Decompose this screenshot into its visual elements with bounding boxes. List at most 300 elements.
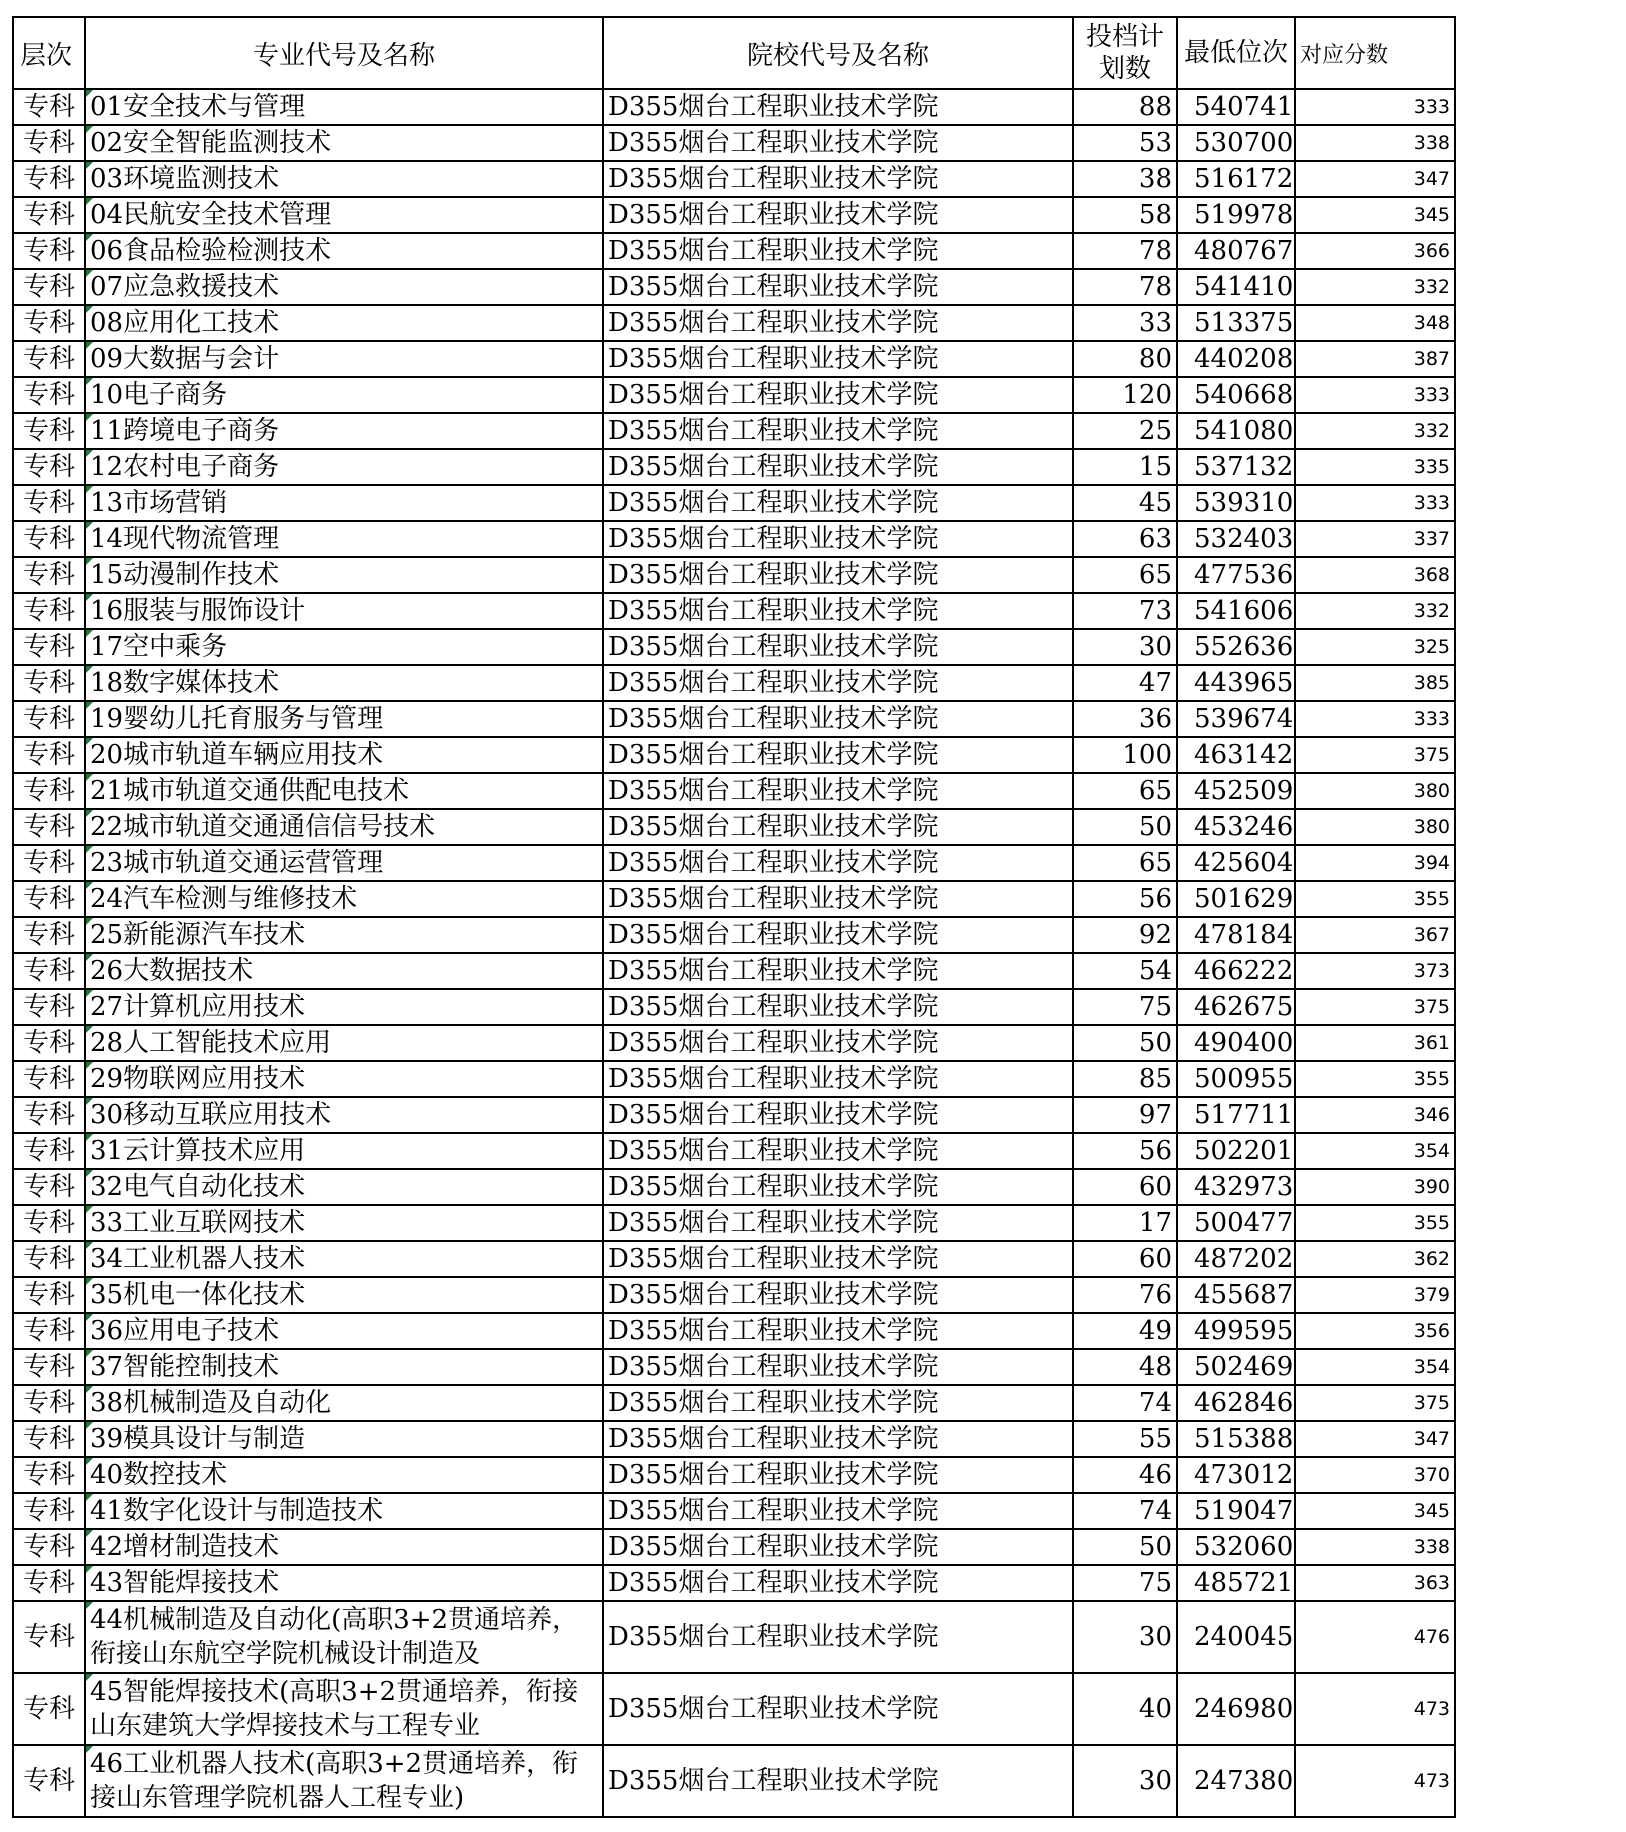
cell-major: 18数字媒体技术 [85,665,603,701]
cell-school: D355烟台工程职业技术学院 [603,629,1073,665]
cell-major: 27计算机应用技术 [85,989,603,1025]
cell-score: 345 [1295,1493,1455,1529]
cell-score: 337 [1295,521,1455,557]
cell-major: 40数控技术 [85,1457,603,1493]
cell-rank: 240045 [1177,1601,1295,1673]
cell-score: 366 [1295,233,1455,269]
cell-plan: 48 [1073,1349,1177,1385]
cell-rank: 541080 [1177,413,1295,449]
cell-major: 26大数据技术 [85,953,603,989]
cell-school: D355烟台工程职业技术学院 [603,1205,1073,1241]
header-score: 对应分数 [1295,17,1455,89]
cell-plan: 58 [1073,197,1177,233]
cell-school: D355烟台工程职业技术学院 [603,161,1073,197]
cell-score: 380 [1295,809,1455,845]
cell-school: D355烟台工程职业技术学院 [603,1745,1073,1817]
cell-plan: 47 [1073,665,1177,701]
cell-score: 348 [1295,305,1455,341]
cell-plan: 56 [1073,1133,1177,1169]
cell-level: 专科 [13,521,85,557]
table-row [13,1349,1455,1385]
cell-plan: 49 [1073,1313,1177,1349]
cell-level: 专科 [13,1025,85,1061]
cell-rank: 501629 [1177,881,1295,917]
cell-score: 370 [1295,1457,1455,1493]
cell-major: 02安全智能监测技术 [85,125,603,161]
cell-school: D355烟台工程职业技术学院 [603,1493,1073,1529]
table-row [13,989,1455,1025]
table-row [13,1745,1455,1817]
cell-rank: 440208 [1177,341,1295,377]
cell-rank: 490400 [1177,1025,1295,1061]
cell-plan: 46 [1073,1457,1177,1493]
table-row [13,953,1455,989]
cell-score: 390 [1295,1169,1455,1205]
cell-level: 专科 [13,665,85,701]
cell-level: 专科 [13,1601,85,1673]
table-row [13,1421,1455,1457]
cell-plan: 50 [1073,809,1177,845]
table-row [13,197,1455,233]
cell-major: 23城市轨道交通运营管理 [85,845,603,881]
cell-score: 361 [1295,1025,1455,1061]
cell-plan: 60 [1073,1169,1177,1205]
cell-plan: 85 [1073,1061,1177,1097]
table-row [13,701,1455,737]
cell-level: 专科 [13,1385,85,1421]
cell-rank: 462675 [1177,989,1295,1025]
cell-major: 21城市轨道交通供配电技术 [85,773,603,809]
cell-level: 专科 [13,773,85,809]
cell-level: 专科 [13,305,85,341]
cell-school: D355烟台工程职业技术学院 [603,1169,1073,1205]
table-row [13,1169,1455,1205]
cell-school: D355烟台工程职业技术学院 [603,701,1073,737]
cell-plan: 50 [1073,1529,1177,1565]
cell-score: 356 [1295,1313,1455,1349]
cell-plan: 56 [1073,881,1177,917]
cell-school: D355烟台工程职业技术学院 [603,89,1073,125]
cell-plan: 25 [1073,413,1177,449]
cell-plan: 15 [1073,449,1177,485]
cell-level: 专科 [13,845,85,881]
cell-level: 专科 [13,737,85,773]
cell-major: 19婴幼儿托育服务与管理 [85,701,603,737]
cell-major: 07应急救援技术 [85,269,603,305]
header-level: 层次 [13,17,85,89]
cell-plan: 30 [1073,1745,1177,1817]
table-row [13,1313,1455,1349]
table-row [13,1493,1455,1529]
cell-school: D355烟台工程职业技术学院 [603,233,1073,269]
cell-level: 专科 [13,1097,85,1133]
cell-plan: 36 [1073,701,1177,737]
cell-score: 473 [1295,1745,1455,1817]
cell-plan: 76 [1073,1277,1177,1313]
cell-school: D355烟台工程职业技术学院 [603,1349,1073,1385]
table-row [13,1457,1455,1493]
cell-major: 04民航安全技术管理 [85,197,603,233]
cell-rank: 500477 [1177,1205,1295,1241]
cell-school: D355烟台工程职业技术学院 [603,521,1073,557]
cell-score: 385 [1295,665,1455,701]
cell-major: 13市场营销 [85,485,603,521]
cell-rank: 425604 [1177,845,1295,881]
cell-score: 394 [1295,845,1455,881]
cell-level: 专科 [13,1457,85,1493]
cell-major: 24汽车检测与维修技术 [85,881,603,917]
cell-rank: 466222 [1177,953,1295,989]
cell-level: 专科 [13,1349,85,1385]
cell-school: D355烟台工程职业技术学院 [603,1601,1073,1673]
cell-score: 355 [1295,1061,1455,1097]
cell-rank: 502469 [1177,1349,1295,1385]
cell-score: 473 [1295,1673,1455,1745]
table-row [13,917,1455,953]
cell-major: 45智能焊接技术(高职3+2贯通培养，衔接山东建筑大学焊接技术与工程专业 [85,1673,603,1745]
cell-rank: 455687 [1177,1277,1295,1313]
cell-school: D355烟台工程职业技术学院 [603,845,1073,881]
table-row [13,89,1455,125]
cell-plan: 73 [1073,593,1177,629]
table-row [13,737,1455,773]
cell-level: 专科 [13,449,85,485]
table-row [13,521,1455,557]
cell-level: 专科 [13,377,85,413]
cell-school: D355烟台工程职业技术学院 [603,125,1073,161]
table-row [13,1565,1455,1601]
cell-level: 专科 [13,1169,85,1205]
cell-rank: 532403 [1177,521,1295,557]
cell-rank: 499595 [1177,1313,1295,1349]
cell-rank: 532060 [1177,1529,1295,1565]
cell-plan: 40 [1073,1673,1177,1745]
cell-major: 11跨境电子商务 [85,413,603,449]
cell-major: 17空中乘务 [85,629,603,665]
cell-school: D355烟台工程职业技术学院 [603,1457,1073,1493]
cell-plan: 100 [1073,737,1177,773]
cell-level: 专科 [13,1493,85,1529]
cell-level: 专科 [13,1241,85,1277]
cell-rank: 517711 [1177,1097,1295,1133]
cell-score: 332 [1295,593,1455,629]
cell-rank: 477536 [1177,557,1295,593]
cell-major: 34工业机器人技术 [85,1241,603,1277]
cell-level: 专科 [13,1313,85,1349]
table-row [13,1133,1455,1169]
cell-plan: 65 [1073,845,1177,881]
table-row [13,269,1455,305]
cell-rank: 519978 [1177,197,1295,233]
cell-school: D355烟台工程职业技术学院 [603,1061,1073,1097]
cell-plan: 80 [1073,341,1177,377]
cell-rank: 540741 [1177,89,1295,125]
cell-score: 347 [1295,1421,1455,1457]
cell-level: 专科 [13,629,85,665]
cell-plan: 74 [1073,1385,1177,1421]
table-row [13,377,1455,413]
cell-major: 38机械制造及自动化 [85,1385,603,1421]
cell-major: 29物联网应用技术 [85,1061,603,1097]
cell-score: 347 [1295,161,1455,197]
cell-school: D355烟台工程职业技术学院 [603,665,1073,701]
cell-school: D355烟台工程职业技术学院 [603,593,1073,629]
table-row [13,1061,1455,1097]
cell-school: D355烟台工程职业技术学院 [603,305,1073,341]
cell-plan: 65 [1073,773,1177,809]
cell-rank: 500955 [1177,1061,1295,1097]
cell-level: 专科 [13,917,85,953]
cell-level: 专科 [13,1133,85,1169]
cell-score: 333 [1295,485,1455,521]
cell-level: 专科 [13,161,85,197]
cell-major: 31云计算技术应用 [85,1133,603,1169]
cell-plan: 65 [1073,557,1177,593]
cell-level: 专科 [13,125,85,161]
cell-level: 专科 [13,341,85,377]
cell-rank: 452509 [1177,773,1295,809]
cell-plan: 30 [1073,629,1177,665]
table-row [13,1601,1455,1673]
cell-major: 12农村电子商务 [85,449,603,485]
table-row [13,233,1455,269]
cell-level: 专科 [13,1673,85,1745]
cell-rank: 247380 [1177,1745,1295,1817]
cell-score: 375 [1295,737,1455,773]
cell-rank: 485721 [1177,1565,1295,1601]
cell-score: 373 [1295,953,1455,989]
cell-school: D355烟台工程职业技术学院 [603,449,1073,485]
cell-score: 375 [1295,1385,1455,1421]
cell-school: D355烟台工程职业技术学院 [603,809,1073,845]
cell-major: 08应用化工技术 [85,305,603,341]
table-row [13,1529,1455,1565]
cell-level: 专科 [13,1205,85,1241]
cell-school: D355烟台工程职业技术学院 [603,413,1073,449]
table-row [13,1277,1455,1313]
cell-plan: 60 [1073,1241,1177,1277]
cell-major: 01安全技术与管理 [85,89,603,125]
cell-school: D355烟台工程职业技术学院 [603,1241,1073,1277]
cell-rank: 539674 [1177,701,1295,737]
cell-school: D355烟台工程职业技术学院 [603,881,1073,917]
cell-major: 28人工智能技术应用 [85,1025,603,1061]
cell-level: 专科 [13,1565,85,1601]
cell-school: D355烟台工程职业技术学院 [603,557,1073,593]
cell-rank: 432973 [1177,1169,1295,1205]
table-body [13,89,1455,1817]
cell-score: 345 [1295,197,1455,233]
table-row [13,1241,1455,1277]
table-row [13,1097,1455,1133]
cell-level: 专科 [13,1421,85,1457]
cell-school: D355烟台工程职业技术学院 [603,917,1073,953]
cell-school: D355烟台工程职业技术学院 [603,989,1073,1025]
cell-major: 06食品检验检测技术 [85,233,603,269]
cell-major: 30移动互联应用技术 [85,1097,603,1133]
cell-score: 380 [1295,773,1455,809]
table-row [13,881,1455,917]
cell-plan: 88 [1073,89,1177,125]
cell-plan: 92 [1073,917,1177,953]
cell-major: 32电气自动化技术 [85,1169,603,1205]
cell-score: 333 [1295,701,1455,737]
cell-major: 37智能控制技术 [85,1349,603,1385]
cell-school: D355烟台工程职业技术学院 [603,1277,1073,1313]
cell-rank: 539310 [1177,485,1295,521]
cell-school: D355烟台工程职业技术学院 [603,1097,1073,1133]
cell-score: 362 [1295,1241,1455,1277]
cell-major: 10电子商务 [85,377,603,413]
cell-score: 332 [1295,269,1455,305]
cell-score: 346 [1295,1097,1455,1133]
cell-school: D355烟台工程职业技术学院 [603,737,1073,773]
table-row [13,1205,1455,1241]
header-row [13,17,1455,89]
cell-rank: 552636 [1177,629,1295,665]
cell-plan: 78 [1073,233,1177,269]
cell-major: 35机电一体化技术 [85,1277,603,1313]
cell-major: 33工业互联网技术 [85,1205,603,1241]
cell-level: 专科 [13,197,85,233]
cell-score: 367 [1295,917,1455,953]
table-row [13,449,1455,485]
cell-plan: 63 [1073,521,1177,557]
table-row [13,809,1455,845]
cell-school: D355烟台工程职业技术学院 [603,953,1073,989]
cell-rank: 462846 [1177,1385,1295,1421]
cell-rank: 502201 [1177,1133,1295,1169]
cell-plan: 120 [1073,377,1177,413]
cell-major: 03环境监测技术 [85,161,603,197]
cell-school: D355烟台工程职业技术学院 [603,1529,1073,1565]
cell-school: D355烟台工程职业技术学院 [603,1025,1073,1061]
header-major: 专业代号及名称 [85,17,603,89]
cell-level: 专科 [13,1277,85,1313]
cell-plan: 97 [1073,1097,1177,1133]
cell-plan: 75 [1073,1565,1177,1601]
cell-plan: 78 [1073,269,1177,305]
cell-score: 375 [1295,989,1455,1025]
table-row [13,665,1455,701]
cell-level: 专科 [13,953,85,989]
cell-level: 专科 [13,485,85,521]
cell-level: 专科 [13,809,85,845]
cell-plan: 53 [1073,125,1177,161]
cell-score: 476 [1295,1601,1455,1673]
cell-plan: 75 [1073,989,1177,1025]
header-plan: 投档计划数 [1073,17,1177,89]
cell-plan: 54 [1073,953,1177,989]
cell-rank: 246980 [1177,1673,1295,1745]
cell-rank: 480767 [1177,233,1295,269]
table-row [13,413,1455,449]
cell-level: 专科 [13,701,85,737]
cell-score: 368 [1295,557,1455,593]
cell-score: 335 [1295,449,1455,485]
cell-score: 355 [1295,1205,1455,1241]
cell-plan: 38 [1073,161,1177,197]
table-row [13,485,1455,521]
cell-level: 专科 [13,1745,85,1817]
cell-score: 387 [1295,341,1455,377]
table-row [13,557,1455,593]
cell-score: 355 [1295,881,1455,917]
table-row [13,341,1455,377]
cell-school: D355烟台工程职业技术学院 [603,1313,1073,1349]
cell-score: 363 [1295,1565,1455,1601]
cell-rank: 515388 [1177,1421,1295,1457]
cell-rank: 516172 [1177,161,1295,197]
cell-major: 36应用电子技术 [85,1313,603,1349]
cell-level: 专科 [13,233,85,269]
cell-major: 15动漫制作技术 [85,557,603,593]
cell-rank: 530700 [1177,125,1295,161]
cell-school: D355烟台工程职业技术学院 [603,1133,1073,1169]
table-row [13,161,1455,197]
cell-school: D355烟台工程职业技术学院 [603,269,1073,305]
table-row [13,1025,1455,1061]
cell-major: 16服装与服饰设计 [85,593,603,629]
cell-school: D355烟台工程职业技术学院 [603,485,1073,521]
cell-rank: 473012 [1177,1457,1295,1493]
cell-major: 41数字化设计与制造技术 [85,1493,603,1529]
cell-plan: 50 [1073,1025,1177,1061]
header-school: 院校代号及名称 [603,17,1073,89]
cell-school: D355烟台工程职业技术学院 [603,341,1073,377]
cell-score: 332 [1295,413,1455,449]
cell-major: 22城市轨道交通通信信号技术 [85,809,603,845]
cell-level: 专科 [13,1529,85,1565]
cell-major: 46工业机器人技术(高职3+2贯通培养，衔接山东管理学院机器人工程专业) [85,1745,603,1817]
cell-school: D355烟台工程职业技术学院 [603,773,1073,809]
cell-rank: 537132 [1177,449,1295,485]
table-row [13,1385,1455,1421]
cell-plan: 30 [1073,1601,1177,1673]
table-row [13,629,1455,665]
cell-school: D355烟台工程职业技术学院 [603,197,1073,233]
cell-score: 354 [1295,1133,1455,1169]
cell-rank: 541606 [1177,593,1295,629]
cell-score: 354 [1295,1349,1455,1385]
cell-rank: 443965 [1177,665,1295,701]
cell-rank: 463142 [1177,737,1295,773]
cell-major: 42增材制造技术 [85,1529,603,1565]
cell-school: D355烟台工程职业技术学院 [603,1565,1073,1601]
cell-major: 20城市轨道车辆应用技术 [85,737,603,773]
cell-school: D355烟台工程职业技术学院 [603,1385,1073,1421]
header-rank: 最低位次 [1177,17,1295,89]
cell-major: 09大数据与会计 [85,341,603,377]
table-row [13,845,1455,881]
cell-major: 39模具设计与制造 [85,1421,603,1457]
table-row [13,1673,1455,1745]
cell-level: 专科 [13,557,85,593]
cell-major: 43智能焊接技术 [85,1565,603,1601]
cell-rank: 453246 [1177,809,1295,845]
table-row [13,305,1455,341]
cell-score: 325 [1295,629,1455,665]
cell-score: 333 [1295,377,1455,413]
cell-rank: 487202 [1177,1241,1295,1277]
cell-major: 25新能源汽车技术 [85,917,603,953]
cell-rank: 540668 [1177,377,1295,413]
cell-rank: 478184 [1177,917,1295,953]
cell-level: 专科 [13,89,85,125]
cell-plan: 74 [1073,1493,1177,1529]
cell-school: D355烟台工程职业技术学院 [603,377,1073,413]
cell-level: 专科 [13,881,85,917]
